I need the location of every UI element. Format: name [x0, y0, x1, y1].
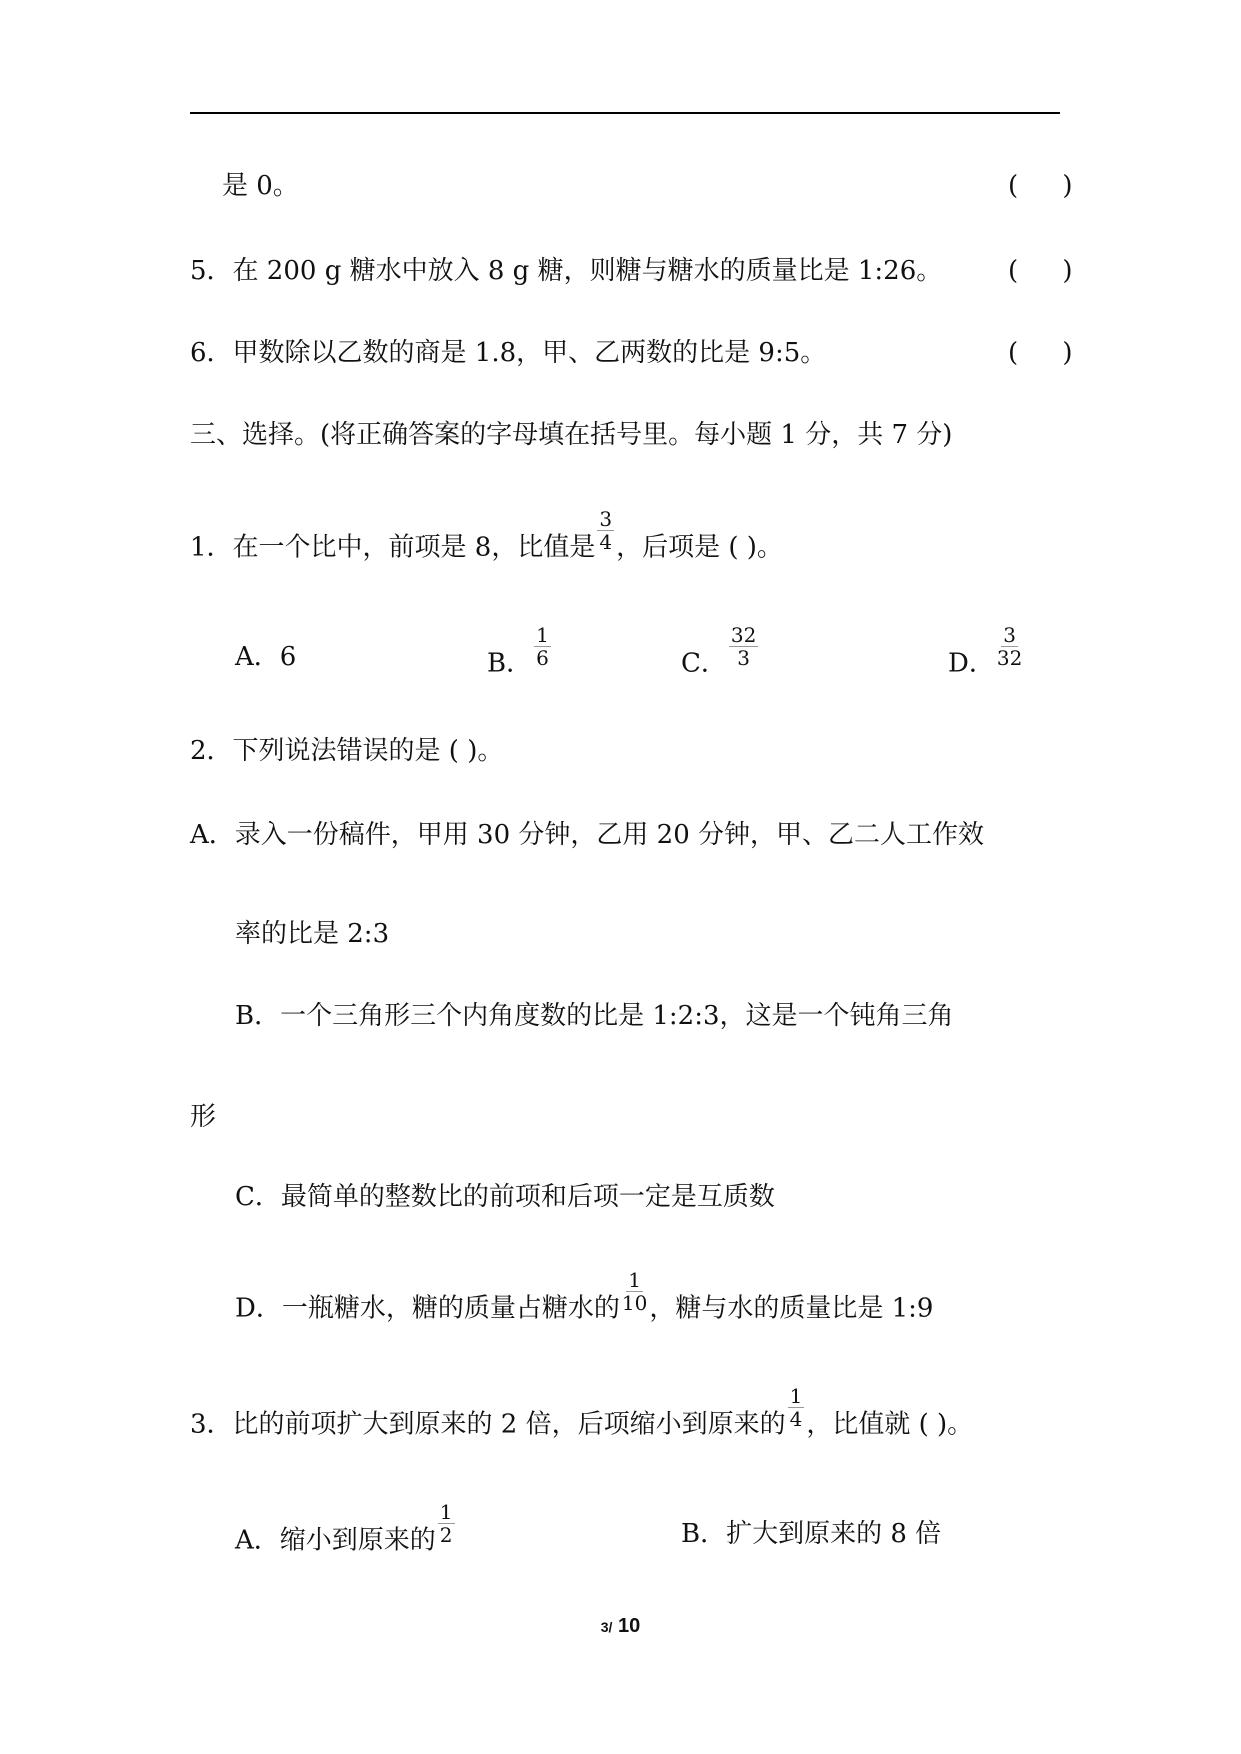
question-3: 3．比的前项扩大到原来的 2 倍，后项缩小到原来的 $\frac{1}{4}$ ，比值就 ( )。	[190, 1384, 974, 1440]
header-rule	[190, 112, 1060, 114]
q2-option-b-cont: 形	[190, 1102, 217, 1132]
section-heading: 三、选择。(将正确答案的字母填在括号里。每小题 1 分，共 7 分)	[190, 420, 953, 450]
answer-paren[interactable]: ( )	[1008, 256, 1091, 286]
question-2: 2．下列说法错误的是 ( )。	[190, 736, 504, 766]
q2-option-d[interactable]: D．一瓶糖水，糖的质量占糖水的 $\frac{1}{10}$ ，糖与水的质量比是 1:9	[235, 1268, 934, 1324]
answer-paren[interactable]: ( )	[1008, 338, 1091, 368]
item-6: 6．甲数除以乙数的商是 1.8，甲、乙两数的比是 9:5。	[190, 338, 827, 368]
answer-paren[interactable]: ( )	[1008, 171, 1091, 201]
q2-option-c[interactable]: C．最简单的整数比的前项和后项一定是互质数	[235, 1182, 775, 1212]
q1-option-c[interactable]: C． $\frac{32}{3}$	[681, 623, 757, 679]
q3-option-a[interactable]: A．缩小到原来的 $\frac{1}{2}$	[235, 1500, 453, 1556]
item-5: 5．在 200 g 糖水中放入 8 g 糖，则糖与糖水的质量比是 1:26。	[190, 256, 943, 286]
q2-option-b[interactable]: B．一个三角形三个内角度数的比是 1:2:3，这是一个钝角三角	[235, 1001, 954, 1031]
question-1	[190, 507, 783, 571]
q1-post: ，后项是 ( )。	[616, 532, 783, 563]
q2-option-a[interactable]: A．录入一份稿件，甲用 30 分钟，乙用 20 分钟，甲、乙二人工作效	[190, 820, 985, 850]
page-number: 3/ 10	[600, 1615, 641, 1637]
q1-option-b[interactable]: B． $\frac{1}{6}$	[487, 623, 549, 679]
q1-option-a[interactable]: A．6	[235, 642, 297, 672]
q3-option-b[interactable]: B．扩大到原来的 8 倍	[681, 1519, 942, 1549]
q1-option-d[interactable]: D． $\frac{3}{32}$	[948, 623, 1023, 679]
fraction: $\frac{3}{4}$	[599, 507, 613, 554]
q1-pre: 1．在一个比中，前项是 8，比值是	[190, 532, 596, 563]
item-4-continuation: 是 0。	[222, 171, 299, 201]
q2-option-a-cont: 率的比是 2:3	[235, 919, 390, 949]
